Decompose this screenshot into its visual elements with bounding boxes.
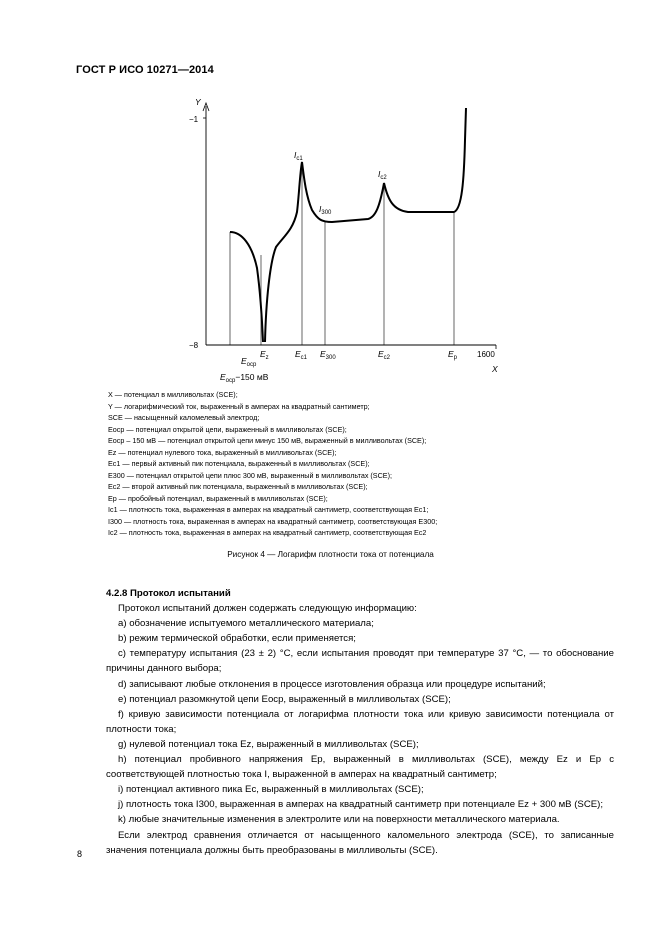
list-item: a) обозначение испытуемого металлического материала; — [118, 618, 374, 630]
page-number: 8 — [77, 849, 83, 859]
legend-item: SCE — насыщенный каломелевый электрод; — [108, 413, 260, 422]
list-item: d) записывают любые отклонения в процессе изготовления образца или процедуре испытаний; — [118, 678, 546, 690]
svg-text:E300: $E_{300}$ — [320, 349, 336, 361]
list-item: c) температуру испытания (23 ± 2) °C, если испытания проводят при температуре 37 °C, — то обоснование причины данного выбора; — [106, 648, 614, 675]
svg-text:I300: $I_{300}$ — [319, 204, 332, 216]
legend-item: Ic1 — плотность тока, выраженная в амперах на квадратный сантиметр, соответствующая Ec1; — [108, 505, 429, 514]
document-header: ГОСТ Р ИСО 10271—2014 — [76, 64, 214, 76]
test-report-section — [106, 586, 614, 858]
legend-item: Ez — потенциал нулевого тока, выраженный в милливольтах (SCE); — [108, 447, 337, 457]
legend-item: X — потенциал в милливольтах (SCE); — [108, 390, 238, 399]
legend-item: Ec2 — второй активный пик потенциала, выраженный в милливольтах (SCE); — [108, 482, 368, 491]
list-item: g) нулевой потенциал тока Ez, выраженный в милливольтах (SCE); — [118, 738, 419, 750]
y-tick-bottom: −8 — [189, 341, 199, 350]
curve-anodic — [265, 108, 466, 342]
legend-item: I300 — плотность тока, выраженная в амперах на квадратный сантиметр, соответствующая E300; — [108, 516, 438, 526]
x-tick-right: 1600 — [477, 350, 495, 359]
section-heading: 4.2.8 Протокол испытаний — [106, 588, 231, 599]
svg-text:Ic1: $I_{c1}$ — [294, 150, 303, 162]
svg-text:Ec2: $E_{c2}$ — [378, 349, 391, 361]
y-axis-label: Y — [195, 97, 201, 107]
figure-caption: Рисунок 4 — Логарифм плотности тока от потенциала — [227, 550, 434, 559]
legend-item: Ec1 — первый активный пик потенциала, выраженный в милливольтах (SCE); — [108, 459, 370, 468]
list-item: b) режим термической обработки, если применяется; — [118, 633, 356, 645]
svg-text:Ic2: $I_{c2}$ — [378, 169, 387, 181]
y-tick-top: −1 — [189, 115, 199, 124]
svg-text:Ep: $E_p$ — [448, 349, 458, 361]
svg-text:Eоср: $E_{оср}$ — [241, 356, 257, 368]
legend-item: Ep — пробойный потенциал, выраженный в милливольтах (SCE); — [108, 493, 328, 503]
legend-item: Eоср – 150 мВ — потенциал открытой цепи минус 150 мВ, выраженный в милливольтах (SCE); — [108, 436, 427, 445]
legend-item: Y — логарифмический ток, выраженный в амперах на квадратный сантиметр; — [108, 401, 370, 411]
legend-item: E300 — потенциал открытой цепи плюс 300 мВ, выраженный в милливольтах (SCE); — [108, 470, 392, 480]
list-item: i) потенциал активного пика Ec, выраженный в милливольтах (SCE); — [118, 784, 424, 796]
x-axis-label: X — [492, 364, 498, 374]
list-item: k) любые значительные изменения в электролите или на поверхности металлического материала. — [118, 814, 560, 826]
polarization-curve-figure — [0, 0, 661, 390]
list-item: h) потенциал пробивного напряжения Ep, выраженный в милливольтах (SCE), между Ez и Ep с соответствующей плотностью тока I, выраженной в амперах на квадратный сантиметр; — [106, 754, 614, 781]
legend-item: Eоср — потенциал открытой цепи, выраженный в милливольтах (SCE); — [108, 424, 347, 434]
svg-text:Ec1: $E_{c1}$ — [295, 349, 308, 361]
list-item: f) кривую зависимости потенциала от логарифма плотности тока или кривую зависимости потенциала от плотности тока; — [106, 708, 614, 735]
svg-text:Ez: $E_z$ — [260, 349, 269, 361]
figure-legend — [108, 389, 528, 539]
list-item: j) плотность тока I300, выраженная в амперах на квадратный сантиметр при потенциале Ez + 300 мВ (SCE); — [118, 799, 604, 811]
curve-cathodic — [230, 232, 263, 342]
legend-item: Ic2 — плотность тока, выраженная в амперах на квадратный сантиметр, соответствующая Ec2 — [108, 528, 427, 537]
section-intro: Протокол испытаний должен содержать следующую информацию: — [118, 603, 417, 615]
list-item: e) потенциал разомкнутой цепи Eоср, выраженный в милливольтах (SCE); — [118, 693, 451, 705]
svg-text:Eоср−150 мВ: $E_{оср}-150$ мВ — [220, 372, 269, 384]
section-closing: Если электрод сравнения отличается от насыщенного каломельного электрода (SCE), то записанные значения потенциала должны быть преобразованы в милливольты (SCE). — [106, 829, 614, 856]
